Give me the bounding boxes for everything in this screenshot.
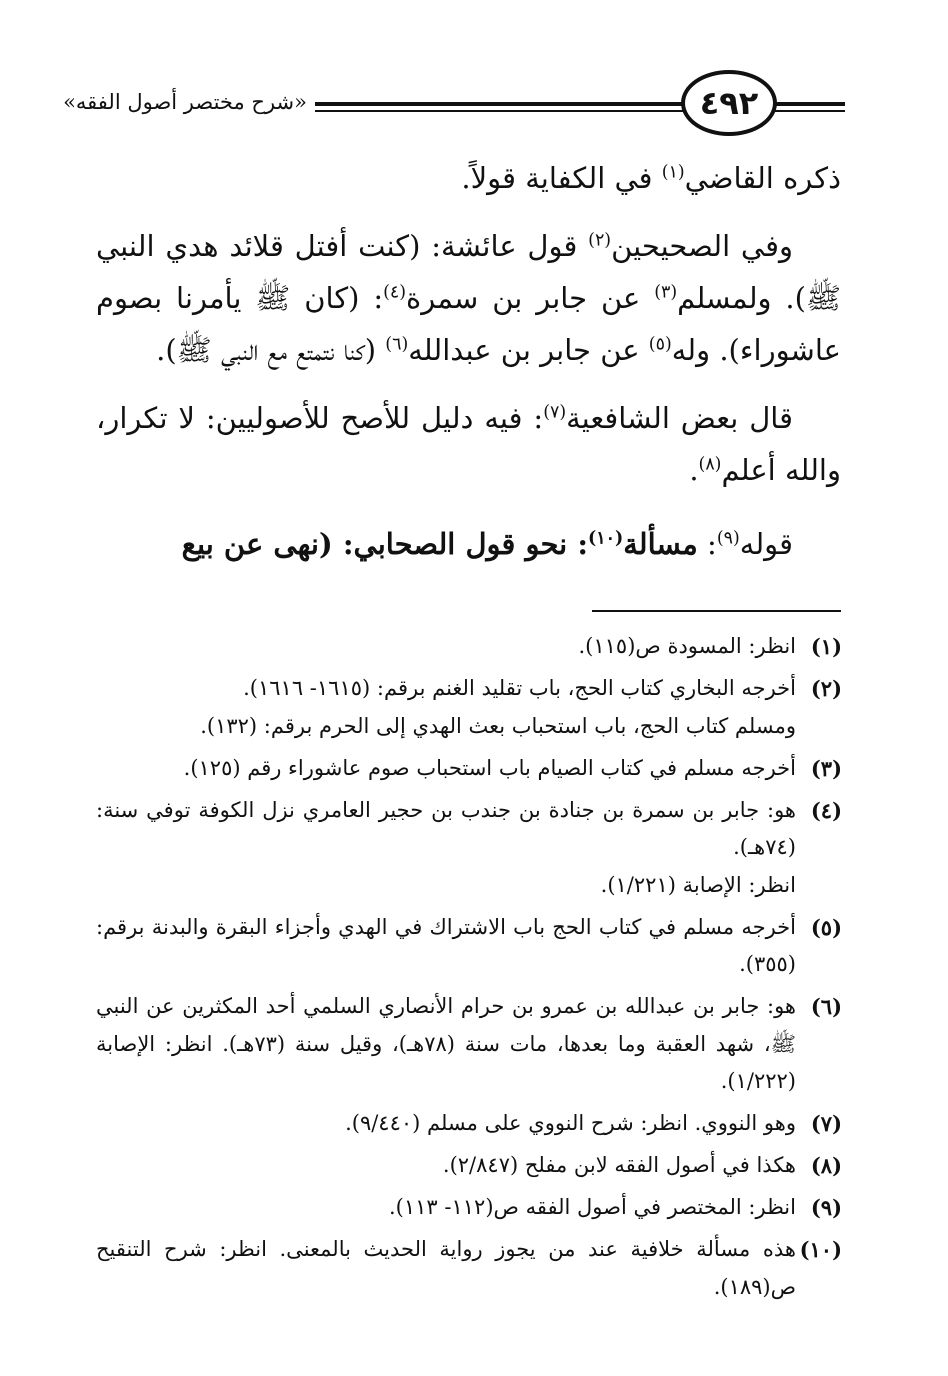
text-run: قال بعض الشافعية xyxy=(566,401,794,435)
page-number: ٤٩٢ xyxy=(681,70,777,136)
paragraph xyxy=(96,518,841,570)
footnote xyxy=(96,1189,842,1227)
footnote-number: (٦) xyxy=(810,994,842,1019)
footnote-ref: (٣) xyxy=(654,282,678,303)
header-rule xyxy=(315,102,687,106)
text-run-bold: : نحو قول الصحابي: (نهى عن بيع xyxy=(181,527,589,561)
page-header xyxy=(63,62,845,142)
footnote-text: ومسلم كتاب الحج، باب استحباب بعث الهدي إلى الحرم برقم: (١٣٢). xyxy=(200,713,796,738)
text-run: ذكره القاضي xyxy=(684,161,841,195)
footnote xyxy=(96,1147,842,1185)
text-run: عن جابر بن سمرة xyxy=(406,281,655,315)
header-rule xyxy=(315,110,687,112)
footnote-text: وهو النووي. انظر: شرح النووي على مسلم (٩/٤٤٠). xyxy=(345,1111,796,1135)
footnotes xyxy=(96,628,842,1311)
footnote-number: (٢) xyxy=(810,676,842,701)
footnote-text: أخرجه مسلم في كتاب الصيام باب استحباب صوم عاشوراء رقم (١٢٥). xyxy=(183,755,796,780)
text-run: : (كان ﷺ يأمرنا بصوم عاشوراء). وله xyxy=(96,281,841,367)
text-run-bold: مسألة xyxy=(623,527,698,561)
text-run: قوله xyxy=(739,527,793,561)
footnote-number: (١) xyxy=(810,634,842,659)
footnote xyxy=(96,1231,842,1306)
footnote xyxy=(96,750,842,788)
footnote-number: (٨) xyxy=(810,1153,842,1178)
footnote-ref: (١) xyxy=(661,162,685,183)
text-run: : فيه دليل للأصح للأصوليين: لا تكرار، والله أعلم xyxy=(96,401,841,487)
footnote-number: (٩) xyxy=(810,1195,842,1220)
text-run: قول عائشة: (كنت أفتل قلائد هدي النبي ﷺ). ولمسلم xyxy=(96,229,841,315)
main-text xyxy=(96,152,841,586)
footnote-ref: (٨) xyxy=(698,454,722,475)
footnote xyxy=(96,670,842,745)
footnote-number: (٥) xyxy=(810,914,842,940)
footnote-text: هذه مسألة خلافية عند من يجوز رواية الحديث بالمعنى. انظر: شرح التنقيح ص(١٨٩). xyxy=(96,1237,796,1299)
footnote-ref: (١٠) xyxy=(588,528,624,549)
paragraph xyxy=(96,220,841,376)
footnote-text: انظر: المختصر في أصول الفقه ص(١١٢- ١١٣). xyxy=(389,1195,796,1219)
footnote-text: هكذا في أصول الفقه لابن مفلح (٢/٨٤٧). xyxy=(442,1153,796,1177)
footnote-ref: (٧) xyxy=(543,402,567,423)
footnote xyxy=(96,1105,842,1143)
footnote-number: (١٠) xyxy=(799,1237,842,1262)
paragraph xyxy=(96,152,841,204)
text-run: في الكفاية قولاً. xyxy=(461,161,662,195)
paragraph xyxy=(96,392,841,496)
text-run: : xyxy=(697,527,717,561)
footnote-text: هو: جابر بن عبدالله بن عمرو بن حرام الأنصاري السلمي أحد المكثرين عن النبي ﷺ، شهد العقبة وما بعدها، مات سنة (٧٨هـ)، وقيل سنة (٧٣هـ). انظر: الإصابة (١/٢٢٢). xyxy=(96,994,797,1093)
text-run: . xyxy=(689,453,699,487)
footnote-ref: (٥) xyxy=(648,334,672,355)
footnote-text: أخرجه البخاري كتاب الحج، باب تقليد الغنم برقم: (١٦١٥- ١٦١٦). xyxy=(243,676,796,700)
footnote-number: (٣) xyxy=(810,755,842,781)
footnote-separator xyxy=(592,610,841,612)
text-run: وفي الصحيحين xyxy=(611,229,793,263)
footnote-text: انظر: الإصابة (١/٢٢١). xyxy=(600,872,796,897)
footnote-text: انظر: المسودة ص(١١٥). xyxy=(578,634,796,658)
footnote xyxy=(96,909,842,984)
text-run: (كنا نتمتع مع النبي ﷺ). xyxy=(156,333,386,367)
footnote xyxy=(96,792,842,905)
footnote xyxy=(96,988,842,1101)
footnote xyxy=(96,628,842,666)
footnote-ref: (٤) xyxy=(383,282,407,303)
footnote-text: أخرجه مسلم في كتاب الحج باب الاشتراك في الهدي وأجزاء البقرة والبدنة برقم: (٣٥٥). xyxy=(96,914,796,976)
running-title: «شرح مختصر أصول الفقه» xyxy=(63,90,307,114)
footnote-ref: (٩) xyxy=(716,528,740,549)
footnote-number: (٧) xyxy=(810,1111,842,1136)
header-rule xyxy=(773,110,845,112)
footnote-number: (٤) xyxy=(810,797,842,823)
footnote-text: هو: جابر بن سمرة بن جنادة بن جندب بن حجير العامري نزل الكوفة توفي سنة: (٧٤هـ). xyxy=(96,797,796,859)
footnote-ref: (٦) xyxy=(385,334,409,355)
text-run: عن جابر بن عبدالله xyxy=(408,333,649,367)
footnote-ref: (٢) xyxy=(588,230,612,251)
header-rule xyxy=(773,102,845,106)
